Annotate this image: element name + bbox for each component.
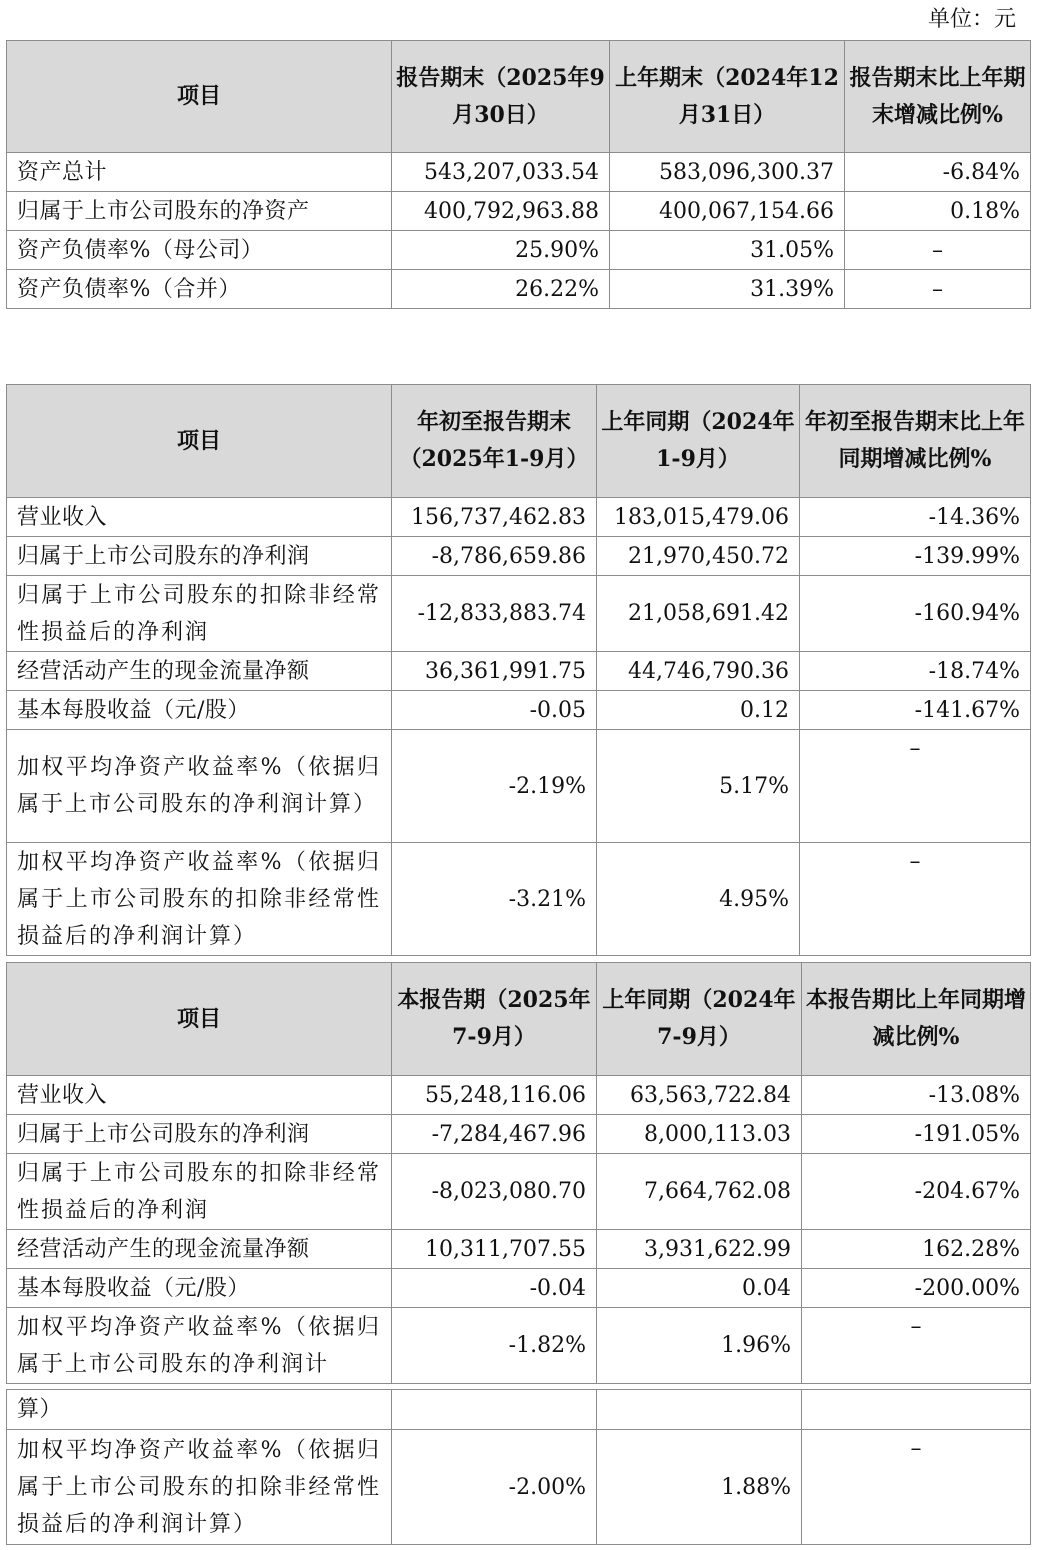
cell-value: -12,833,883.74 <box>392 576 597 652</box>
cell-value: 21,970,450.72 <box>597 537 800 576</box>
table-row <box>7 1269 1031 1308</box>
cell-value: -1.82% <box>392 1308 597 1384</box>
cell-change: -191.05% <box>802 1115 1031 1154</box>
row-label: 营业收入 <box>7 498 392 537</box>
cell-value: 0.04 <box>597 1269 802 1308</box>
header-prior-quarter: 上年同期（2024年7-9月） <box>597 963 802 1076</box>
table-row <box>7 1230 1031 1269</box>
cell-change: -139.99% <box>800 537 1031 576</box>
header-change-pct: 年初至报告期末比上年同期增减比例% <box>800 385 1031 498</box>
row-label: 资产总计 <box>7 153 392 192</box>
balance-summary-table <box>6 40 1031 309</box>
table-row <box>7 1308 1031 1384</box>
cell-value: 31.05% <box>610 231 845 270</box>
cell-change: -160.94% <box>800 576 1031 652</box>
cell-value: -8,786,659.86 <box>392 537 597 576</box>
cell-value: 400,792,963.88 <box>392 192 610 231</box>
quarter-results-table <box>6 962 1031 1384</box>
cell-value: 3,931,622.99 <box>597 1230 802 1269</box>
row-label: 归属于上市公司股东的扣除非经常性损益后的净利润 <box>7 576 392 652</box>
cell-change: -18.74% <box>800 652 1031 691</box>
cell-value: 7,664,762.08 <box>597 1154 802 1230</box>
cell-change: -141.67% <box>800 691 1031 730</box>
table-row <box>7 231 1031 270</box>
header-item: 项目 <box>7 41 392 153</box>
row-label: 加权平均净资产收益率%（依据归属于上市公司股东的扣除非经常性损益后的净利润计算） <box>7 1430 392 1545</box>
cell-change: 162.28% <box>802 1230 1031 1269</box>
row-label: 资产负债率%（母公司） <box>7 231 392 270</box>
header-change-pct: 报告期末比上年期末增减比例% <box>845 41 1031 153</box>
table-row <box>7 1430 1031 1545</box>
cell-value: 63,563,722.84 <box>597 1076 802 1115</box>
cell-change: -6.84% <box>845 153 1031 192</box>
unit-label: 单位：元 <box>927 7 1016 32</box>
table-row <box>7 652 1031 691</box>
cell-value: 1.96% <box>597 1308 802 1384</box>
cell-value <box>392 1390 597 1430</box>
table-header-row <box>7 385 1031 498</box>
table-row <box>7 1154 1031 1230</box>
cell-value: 1.88% <box>597 1430 802 1545</box>
cell-value: -2.19% <box>392 730 597 843</box>
cell-value: -8,023,080.70 <box>392 1154 597 1230</box>
table-row <box>7 691 1031 730</box>
header-quarter: 本报告期（2025年7-9月） <box>392 963 597 1076</box>
row-label: 算） <box>7 1390 392 1430</box>
table-row <box>7 1390 1031 1430</box>
cell-value: 31.39% <box>610 270 845 309</box>
table-row <box>7 537 1031 576</box>
table-header-row <box>7 41 1031 153</box>
cell-change: – <box>800 730 1031 843</box>
table-row <box>7 153 1031 192</box>
cell-value: -3.21% <box>392 843 597 956</box>
table-header-row <box>7 963 1031 1076</box>
table-row <box>7 1115 1031 1154</box>
cell-change <box>802 1390 1031 1430</box>
cell-value: 583,096,300.37 <box>610 153 845 192</box>
cell-value: 10,311,707.55 <box>392 1230 597 1269</box>
cell-value: -7,284,467.96 <box>392 1115 597 1154</box>
cell-value: 543,207,033.54 <box>392 153 610 192</box>
cell-value: 25.90% <box>392 231 610 270</box>
header-item: 项目 <box>7 963 392 1076</box>
cell-value <box>597 1390 802 1430</box>
table-row <box>7 1076 1031 1115</box>
cell-value: 55,248,116.06 <box>392 1076 597 1115</box>
cell-value: -0.04 <box>392 1269 597 1308</box>
row-label: 经营活动产生的现金流量净额 <box>7 1230 392 1269</box>
header-period-end: 报告期末（2025年9月30日） <box>392 41 610 153</box>
cell-change: – <box>802 1430 1031 1545</box>
row-label: 基本每股收益（元/股） <box>7 1269 392 1308</box>
table-row <box>7 843 1031 956</box>
row-label: 资产负债率%（合并） <box>7 270 392 309</box>
cell-change: – <box>800 843 1031 956</box>
cell-change: 0.18% <box>845 192 1031 231</box>
table-row <box>7 270 1031 309</box>
row-label: 归属于上市公司股东的净利润 <box>7 537 392 576</box>
row-label: 加权平均净资产收益率%（依据归属于上市公司股东的净利润计算） <box>7 730 392 843</box>
ytd-results-table <box>6 384 1031 956</box>
cell-value: 21,058,691.42 <box>597 576 800 652</box>
table-row <box>7 730 1031 843</box>
cell-value: 156,737,462.83 <box>392 498 597 537</box>
cell-change: -204.67% <box>802 1154 1031 1230</box>
cell-change: – <box>845 270 1031 309</box>
row-label: 归属于上市公司股东的净利润 <box>7 1115 392 1154</box>
cell-change: -14.36% <box>800 498 1031 537</box>
quarter-results-continuation-table <box>6 1389 1031 1545</box>
row-label: 加权平均净资产收益率%（依据归属于上市公司股东的净利润计 <box>7 1308 392 1384</box>
table-row <box>7 576 1031 652</box>
header-item: 项目 <box>7 385 392 498</box>
row-label: 经营活动产生的现金流量净额 <box>7 652 392 691</box>
cell-value: 183,015,479.06 <box>597 498 800 537</box>
cell-change: -13.08% <box>802 1076 1031 1115</box>
row-label: 营业收入 <box>7 1076 392 1115</box>
row-label: 归属于上市公司股东的扣除非经常性损益后的净利润 <box>7 1154 392 1230</box>
cell-change: -200.00% <box>802 1269 1031 1308</box>
cell-value: -2.00% <box>392 1430 597 1545</box>
cell-value: 8,000,113.03 <box>597 1115 802 1154</box>
cell-value: 44,746,790.36 <box>597 652 800 691</box>
row-label: 归属于上市公司股东的净资产 <box>7 192 392 231</box>
cell-value: -0.05 <box>392 691 597 730</box>
header-change-pct: 本报告期比上年同期增减比例% <box>802 963 1031 1076</box>
table-row <box>7 192 1031 231</box>
row-label: 加权平均净资产收益率%（依据归属于上市公司股东的扣除非经常性损益后的净利润计算） <box>7 843 392 956</box>
cell-value: 36,361,991.75 <box>392 652 597 691</box>
cell-value: 4.95% <box>597 843 800 956</box>
cell-value: 0.12 <box>597 691 800 730</box>
header-prior-ytd: 上年同期（2024年1-9月） <box>597 385 800 498</box>
cell-change: – <box>802 1308 1031 1384</box>
cell-value: 5.17% <box>597 730 800 843</box>
header-prior-year-end: 上年期末（2024年12月31日） <box>610 41 845 153</box>
table-row <box>7 498 1031 537</box>
cell-change: – <box>845 231 1031 270</box>
header-ytd: 年初至报告期末（2025年1-9月） <box>392 385 597 498</box>
cell-value: 400,067,154.66 <box>610 192 845 231</box>
row-label: 基本每股收益（元/股） <box>7 691 392 730</box>
cell-value: 26.22% <box>392 270 610 309</box>
